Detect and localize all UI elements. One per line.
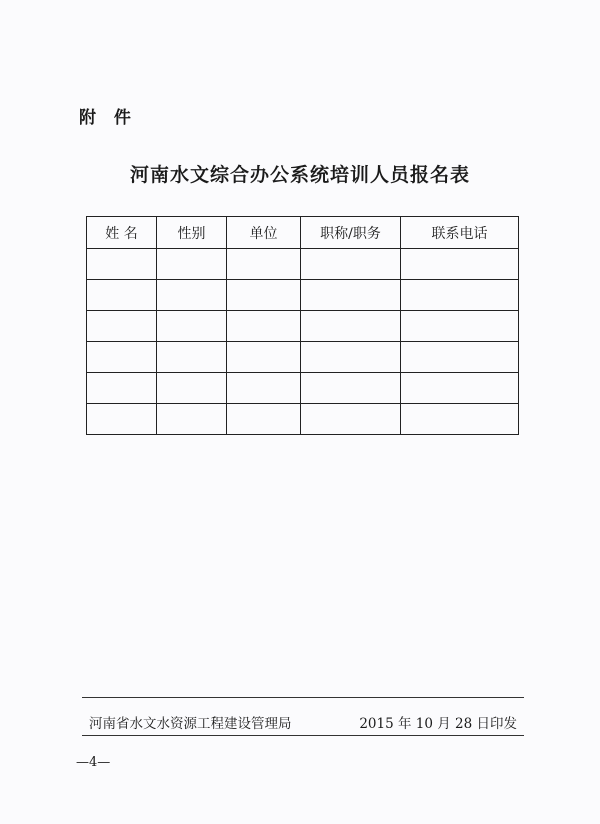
table-cell <box>157 373 227 404</box>
table-cell <box>227 280 301 311</box>
table-row <box>87 404 519 435</box>
footer-bottom-rule <box>82 735 524 736</box>
page-number: —4— <box>76 755 111 770</box>
table-cell <box>301 373 401 404</box>
table-cell <box>227 311 301 342</box>
header-name: 姓 名 <box>87 217 157 249</box>
table-cell <box>301 342 401 373</box>
table-cell <box>401 280 519 311</box>
table-row <box>87 280 519 311</box>
table-cell <box>87 280 157 311</box>
attachment-label: 附 件 <box>79 108 137 128</box>
header-title-position: 职称/职务 <box>301 217 401 249</box>
table-cell <box>157 342 227 373</box>
table-cell <box>301 311 401 342</box>
table-cell <box>401 311 519 342</box>
table-cell <box>87 342 157 373</box>
table-cell <box>227 373 301 404</box>
table-row <box>87 373 519 404</box>
form-title: 河南水文综合办公系统培训人员报名表 <box>129 164 470 186</box>
registration-table <box>86 216 519 435</box>
footer-top-rule <box>82 697 524 698</box>
table-cell <box>301 404 401 435</box>
table-cell <box>157 404 227 435</box>
table-cell <box>227 404 301 435</box>
table-cell <box>227 249 301 280</box>
table-row <box>87 311 519 342</box>
issuing-organization: 河南省水文水资源工程建设管理局 <box>89 716 292 732</box>
table-cell <box>157 280 227 311</box>
header-unit: 单位 <box>227 217 301 249</box>
table-header-row <box>87 217 519 249</box>
table-cell <box>87 311 157 342</box>
table-cell <box>157 249 227 280</box>
table-cell <box>401 249 519 280</box>
table-cell <box>301 280 401 311</box>
table-row <box>87 249 519 280</box>
table-row <box>87 342 519 373</box>
table-cell <box>157 311 227 342</box>
table-cell <box>401 373 519 404</box>
issue-date: 2015 年 10 月 28 日印发 <box>359 716 517 732</box>
header-gender: 性别 <box>157 217 227 249</box>
table-cell <box>87 404 157 435</box>
header-phone: 联系电话 <box>401 217 519 249</box>
table-cell <box>401 342 519 373</box>
table-cell <box>87 373 157 404</box>
table-cell <box>401 404 519 435</box>
table-cell <box>301 249 401 280</box>
table-cell <box>87 249 157 280</box>
table-cell <box>227 342 301 373</box>
